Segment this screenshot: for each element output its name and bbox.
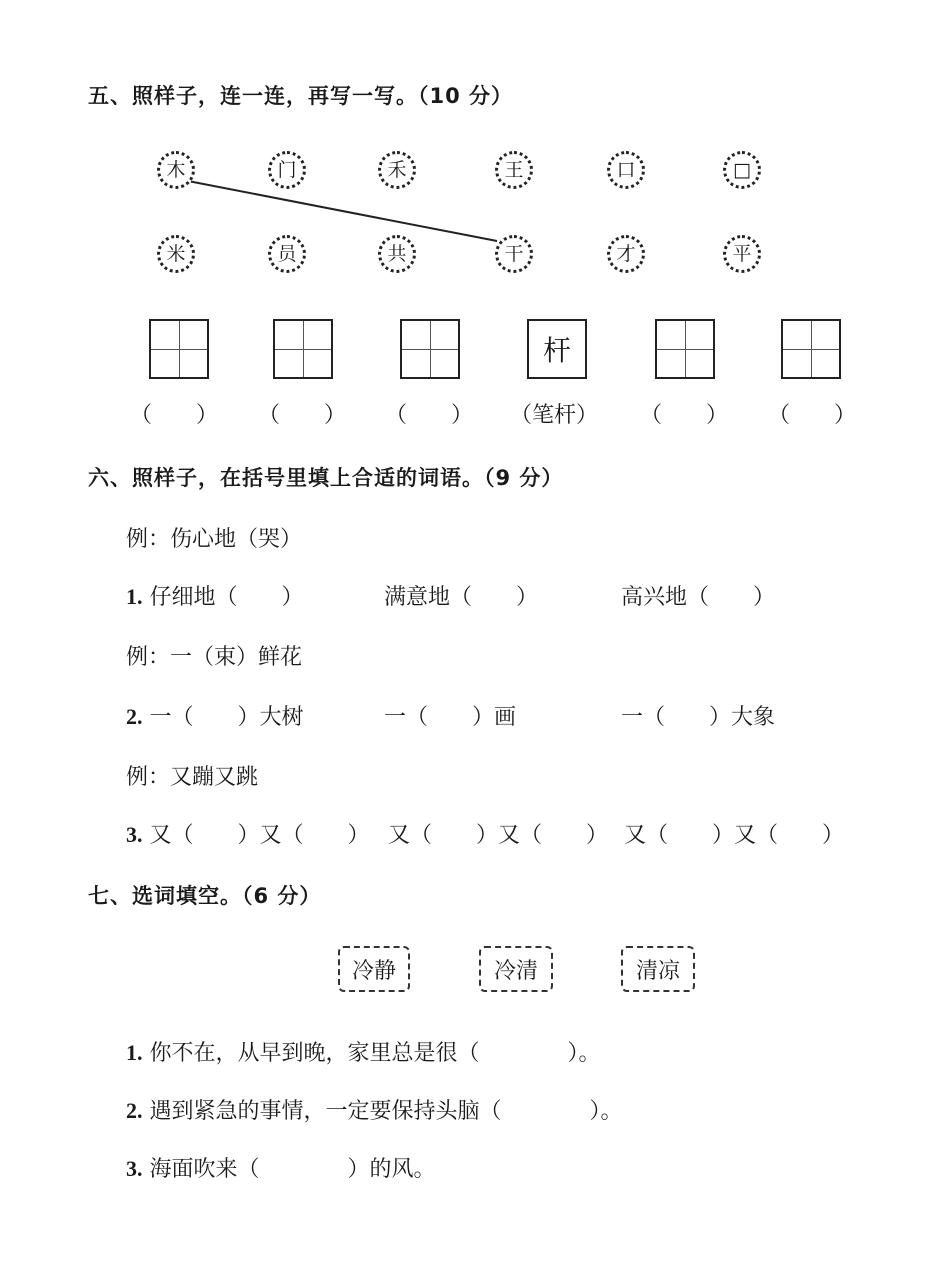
writing-grid-3[interactable] — [400, 319, 460, 379]
fill-q1[interactable] — [126, 1036, 601, 1067]
top-char-2[interactable]: 门 — [268, 151, 306, 189]
example-1: 例：伤心地（哭） — [126, 527, 303, 552]
fill-q3[interactable] — [126, 1152, 436, 1183]
q2-row — [126, 700, 304, 731]
q1-item-2[interactable]: 满意地（ ） — [384, 585, 539, 610]
word-answer-6[interactable]: （ ） — [768, 403, 857, 428]
q2-item-3[interactable]: 一（ ）大象 — [621, 705, 776, 730]
bottom-char-5[interactable]: 才 — [607, 235, 645, 273]
example-2: 例：一（束）鲜花 — [126, 645, 303, 670]
fill-q3-text[interactable]: 海面吹来（ ）的风。 — [149, 1157, 436, 1182]
bottom-char-1[interactable]: 米 — [157, 235, 195, 273]
fill-q3-number: 3. — [126, 1156, 143, 1181]
top-char-4[interactable]: 王 — [495, 151, 533, 189]
writing-grid-2[interactable] — [273, 319, 333, 379]
q2-item-2[interactable]: 一（ ）画 — [384, 705, 517, 730]
q2-item-1[interactable]: 一（ ）大树 — [149, 705, 304, 730]
writing-grid-1[interactable] — [149, 319, 209, 379]
section6-title: 六、照样子，在括号里填上合适的词语。（9 分） — [88, 466, 564, 490]
section7-title: 七、选词填空。（6 分） — [88, 884, 322, 908]
q3-item-1[interactable]: 又（ ）又（ ） — [149, 823, 370, 848]
example-match-line — [188, 181, 497, 241]
q3-row — [126, 818, 370, 849]
section5-title: 五、照样子，连一连，再写一写。（10 分） — [88, 84, 514, 108]
q3-number: 3. — [126, 822, 143, 847]
option-box-1[interactable]: 冷静 — [338, 946, 410, 992]
word-answer-2[interactable]: （ ） — [258, 403, 347, 428]
option-box-3[interactable]: 清凉 — [621, 946, 695, 992]
bottom-char-2[interactable]: 员 — [268, 235, 306, 273]
top-char-6[interactable]: □ — [723, 151, 761, 189]
writing-grid-4 — [527, 319, 587, 379]
q1-row — [126, 580, 304, 611]
word-answer-3[interactable]: （ ） — [385, 403, 474, 428]
fill-q2-text[interactable]: 遇到紧急的事情，一定要保持头脑（ ）。 — [149, 1099, 623, 1124]
fill-q1-text[interactable]: 你不在，从早到晚，家里总是很（ ）。 — [149, 1041, 601, 1066]
example-3: 例：又蹦又跳 — [126, 765, 259, 790]
q3-item-3[interactable]: 又（ ）又（ ） — [624, 823, 845, 848]
bottom-char-6[interactable]: 平 — [723, 235, 761, 273]
top-char-5[interactable]: 口 — [607, 151, 645, 189]
q3-item-2[interactable]: 又（ ）又（ ） — [388, 823, 609, 848]
top-char-3[interactable]: 禾 — [378, 151, 416, 189]
fill-q2[interactable] — [126, 1094, 623, 1125]
word-answer-5[interactable]: （ ） — [640, 403, 729, 428]
q1-number: 1. — [126, 584, 143, 609]
example-grid-char: 杆 — [529, 321, 585, 377]
bottom-char-3[interactable]: 共 — [378, 235, 416, 273]
fill-q2-number: 2. — [126, 1098, 143, 1123]
word-answer-example: （笔杆） — [510, 403, 599, 428]
writing-grid-6[interactable] — [781, 319, 841, 379]
q2-number: 2. — [126, 704, 143, 729]
q1-item-3[interactable]: 高兴地（ ） — [621, 585, 776, 610]
option-box-2[interactable]: 冷清 — [479, 946, 553, 992]
top-char-1[interactable]: 木 — [157, 151, 195, 189]
q1-item-1[interactable]: 仔细地（ ） — [149, 585, 304, 610]
bottom-char-4[interactable]: 干 — [495, 235, 533, 273]
word-answer-1[interactable]: （ ） — [130, 403, 219, 428]
writing-grid-5[interactable] — [655, 319, 715, 379]
fill-q1-number: 1. — [126, 1040, 143, 1065]
